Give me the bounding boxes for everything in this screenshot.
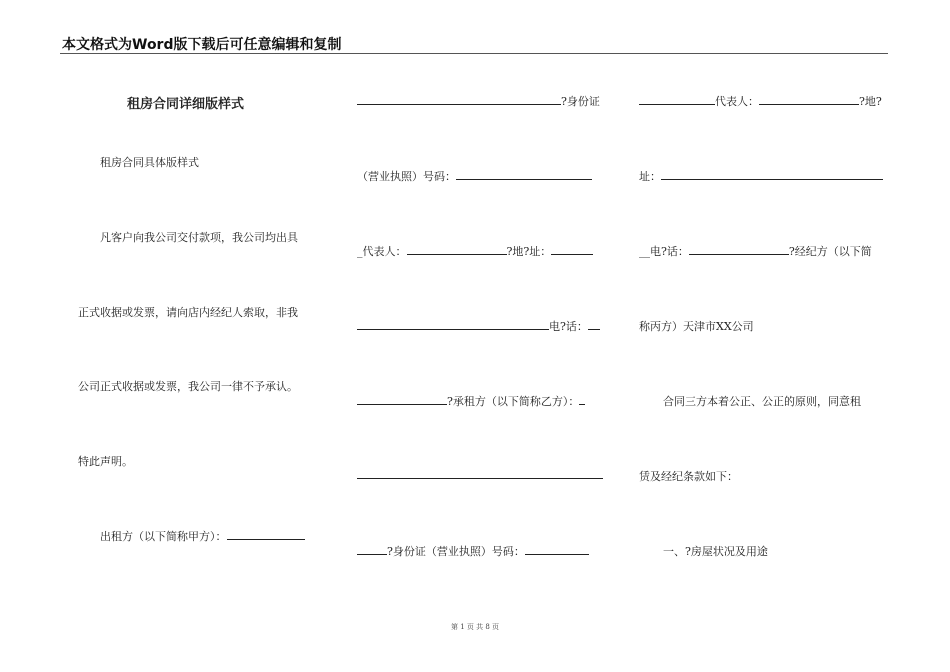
blank: [639, 94, 715, 105]
document-title: 租房合同详细版样式: [127, 97, 245, 112]
col1-line-5: 特此声明。: [78, 455, 133, 468]
col2-line-4: [357, 318, 600, 334]
license-number-label: （营业执照）号码：: [357, 170, 456, 183]
blank: [579, 394, 585, 405]
lessor-label: 出租方（以下简称甲方）：: [100, 530, 227, 543]
col2-line-5: [357, 393, 585, 409]
document-header-title: 本文格式为Word版下载后可任意编辑和复制: [62, 37, 342, 53]
phone-label: __电?话：: [639, 245, 689, 258]
col3-line-2: [639, 168, 883, 184]
address-label: ?地?: [859, 95, 882, 108]
lessor-blank: [227, 529, 305, 540]
col1-line-4: 公司正式收据或发票，我公司一律不予承认。: [78, 380, 298, 393]
blank: [357, 544, 387, 555]
address-label: ?地?址：: [506, 245, 552, 258]
col3-line-5: 合同三方本着公正、公正的原则，同意租: [663, 395, 861, 408]
blank: [661, 169, 883, 180]
blank: [407, 244, 507, 255]
col1-line-6: [100, 528, 305, 544]
agent-label: ?经纪方（以下简: [788, 245, 872, 258]
phone-label: 电?话：: [549, 320, 588, 333]
id-card-label: ?身份证: [561, 95, 600, 108]
blank: [551, 244, 593, 255]
address-label-cont: 址：: [639, 170, 661, 183]
blank: [689, 244, 789, 255]
lessee-label: ?承租方（以下简称乙方）：: [447, 395, 580, 408]
lessee-id-label: ?身份证（营业执照）号码：: [387, 545, 525, 558]
col2-line-7: [357, 543, 589, 559]
col2-line-3: [357, 243, 593, 259]
col3-line-6: 赁及经纪条款如下：: [639, 470, 738, 483]
col2-line-1: [357, 93, 600, 109]
col3-line-3: [639, 243, 872, 259]
col1-line-1: 租房合同具体版样式: [100, 156, 199, 169]
blank: [357, 319, 549, 330]
representative-label: 代表人：: [715, 95, 759, 108]
header-divider: [60, 53, 888, 54]
section-heading-1: 一、?房屋状况及用途: [663, 545, 768, 558]
col3-line-1: [639, 93, 882, 109]
blank: [357, 94, 561, 105]
page-number: 第 1 页 共 8 页: [450, 623, 500, 631]
blank: [357, 468, 603, 479]
col2-line-6: [357, 468, 603, 482]
col3-line-4: 称丙方）天津市XX公司: [639, 320, 754, 333]
representative-label: _代表人：: [357, 245, 407, 258]
col1-line-2: 凡客户向我公司交付款项，我公司均出具: [100, 231, 298, 244]
col2-line-2: [357, 168, 592, 184]
blank: [759, 94, 859, 105]
col1-line-3: 正式收据或发票，请向店内经纪人索取，非我: [78, 306, 298, 319]
blank: [456, 169, 592, 180]
blank: [525, 544, 589, 555]
blank: [357, 394, 447, 405]
blank: [588, 319, 600, 330]
